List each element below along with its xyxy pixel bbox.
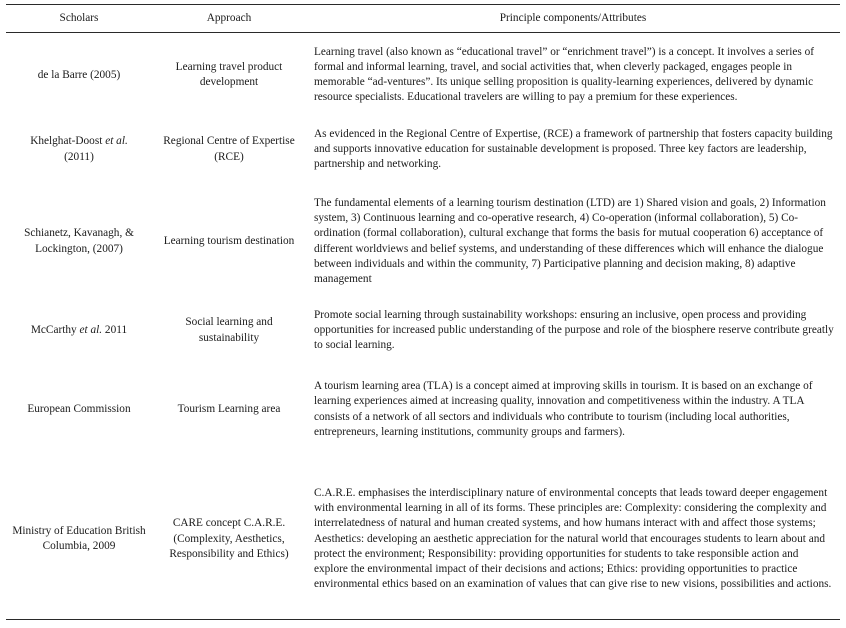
approach-cell: Social learning and sustainability	[185, 316, 273, 344]
table-row	[6, 182, 840, 302]
scholar-year: (2011)	[64, 150, 94, 163]
scholar-name: McCarthy	[30, 323, 80, 336]
et-al: et al.	[105, 135, 128, 148]
et-al: et al.	[79, 323, 103, 336]
components-cell: A tourism learning area (TLA) is a concept aimed at improving skills in tourism. It is based on an exchange of learning experiences aimed at increasing quality, innovation and competitiveness within the industry. A TLA consists of a network of all sectors and individuals who contribute to tourism (including local authorities, entrepreneurs, learning institutions, community groups and farmers).	[314, 380, 813, 438]
scholar-name: Khelghat-Doost	[30, 135, 106, 148]
table-row	[6, 118, 840, 182]
table-row	[6, 360, 840, 460]
table-row	[6, 302, 840, 360]
table-body	[6, 33, 840, 620]
table-row	[6, 460, 840, 620]
components-cell: Promote social learning through sustainability workshops: ensuring an inclusive, open process and providing opportunities for increased public understanding of the purpose and role of the biosphere reserve contribute greatly to social learning.	[314, 308, 834, 352]
approach-cell: Regional Centre of Expertise (RCE)	[163, 135, 295, 163]
approach-cell: CARE concept C.A.R.E. (Complexity, Aesthetics, Responsibility and Ethics)	[152, 460, 306, 620]
components-cell: C.A.R.E. emphasises the interdisciplinary nature of environmental concepts that leads toward deeper engagement with environmental learning in all of its forms. These principles are: Complexity: considering the complexity and interrelatedness of natural and human created systems, and how humans interact with and affect those systems; Aesthetics: developing an aesthetic appreciation for the natural world that encourages students to learn about and protect the environment; Responsibility: providing opportunities for students to take responsible action and explore the environmental impact of their decisions and actions; Ethics: providing opportunities to practice environmental ethics based on an examination of values that can give rise to new visions, possibilities and actions.	[306, 460, 840, 620]
approaches-table	[6, 4, 840, 620]
approach-cell: Tourism Learning area	[177, 402, 281, 415]
scholar-cell: European Commission	[27, 402, 131, 415]
header-row	[6, 5, 840, 33]
scholar-cell	[6, 118, 152, 182]
components-cell: Learning travel (also known as “educational travel” or “enrichment travel”) is a concept. It involves a series of formal and informal learning, travel, and social activities that, when cleverly packaged, engages people in memorable “ad-ventures”. Its unique selling proposition is quality-learning experiences, delivered by dynamic resource specialists. Educational travelers are willing to pay a premium for these experiences.	[314, 45, 814, 104]
scholar-cell: Ministry of Education British Columbia, 2009	[6, 460, 152, 620]
scholar-cell: de la Barre (2005)	[37, 68, 121, 81]
approach-cell: Learning travel product development	[175, 61, 283, 89]
scholar-year: 2011	[102, 323, 128, 336]
header-approach: Approach	[152, 5, 306, 33]
table-row	[6, 33, 840, 118]
header-scholars: Scholars	[6, 5, 152, 33]
header-components: Principle components/Attributes	[306, 5, 840, 33]
scholar-cell	[6, 302, 152, 360]
table-header	[6, 5, 840, 33]
approach-cell: Learning tourism destination	[163, 234, 295, 247]
scholar-cell: Schianetz, Kavanagh, & Lockington, (2007)	[24, 227, 134, 255]
components-cell: As evidenced in the Regional Centre of Expertise, (RCE) a framework of partnership that fosters capacity building and supports innovative education for sustainable development is proposed. Three key factors are leadership, partnership and networking.	[314, 127, 833, 171]
components-cell: The fundamental elements of a learning tourism destination (LTD) are 1) Shared vision and goals, 2) Information system, 3) Continuous learning and co-operative research, 4) Co-operation (informal collaboration), 5) Co-ordination (formal collaboration), cultural exchange that forms the basis for mutual cooperation 6) acceptance of different worldviews and belief systems, and understanding of these differences which will enhance the dialogue between individuals and within the community, 7) Participative planning and decision making, 8) adaptive management	[314, 196, 826, 285]
